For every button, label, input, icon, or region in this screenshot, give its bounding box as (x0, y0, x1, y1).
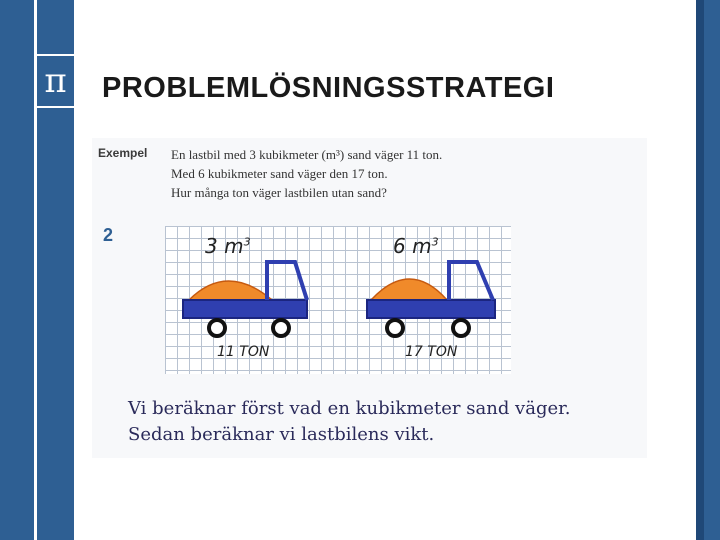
truck-1-volume-text: 3 m (205, 234, 244, 258)
example-number: 2 (103, 225, 114, 245)
truck-2-weight: 17 TON (405, 344, 458, 360)
right-decor-band (696, 0, 720, 540)
example-text (171, 145, 531, 202)
example-line-3: Hur många ton väger lastbilen utan sand? (171, 185, 387, 200)
grid-paper-drawing (165, 226, 511, 374)
truck-1-bed (183, 300, 307, 318)
example-line-2: Med 6 kubikmeter sand väger den 17 ton. (171, 166, 388, 181)
truck-1-volume-sup: 3 (243, 235, 251, 249)
truck-2-bed (367, 300, 495, 318)
truck-2-volume-sup: 3 (431, 235, 439, 249)
truck-2-cab (449, 262, 493, 300)
truck-1-weight: 11 TON (217, 344, 270, 360)
truck-1-volume (205, 234, 251, 258)
conclusion-line-1: Vi beräknar först vad en kubikmeter sand väger. (128, 398, 571, 419)
truck-1-wheel-front (209, 320, 225, 336)
example-label: Exempel (98, 146, 148, 160)
slide-title: PROBLEMLÖSNINGSSTRATEGI (102, 72, 555, 104)
sand-pile-1 (189, 281, 272, 300)
truck-1-wheel-rear (273, 320, 289, 336)
sand-pile-2 (371, 279, 447, 300)
conclusion-text (128, 396, 648, 448)
right-band-inner (696, 0, 704, 540)
pi-logo: π (37, 54, 74, 108)
truck-2-volume-text: 6 m (393, 234, 432, 258)
truck-2-wheel-rear (453, 320, 469, 336)
truck-1-illustration (177, 252, 317, 342)
truck-2-illustration (365, 252, 505, 342)
truck-1-cab (267, 262, 307, 300)
truck-2-wheel-front (387, 320, 403, 336)
truck-2-volume (393, 234, 439, 258)
example-line-1: En lastbil med 3 kubikmeter (m³) sand väger 11 ton. (171, 147, 443, 162)
conclusion-line-2: Sedan beräknar vi lastbilens vikt. (128, 424, 435, 445)
